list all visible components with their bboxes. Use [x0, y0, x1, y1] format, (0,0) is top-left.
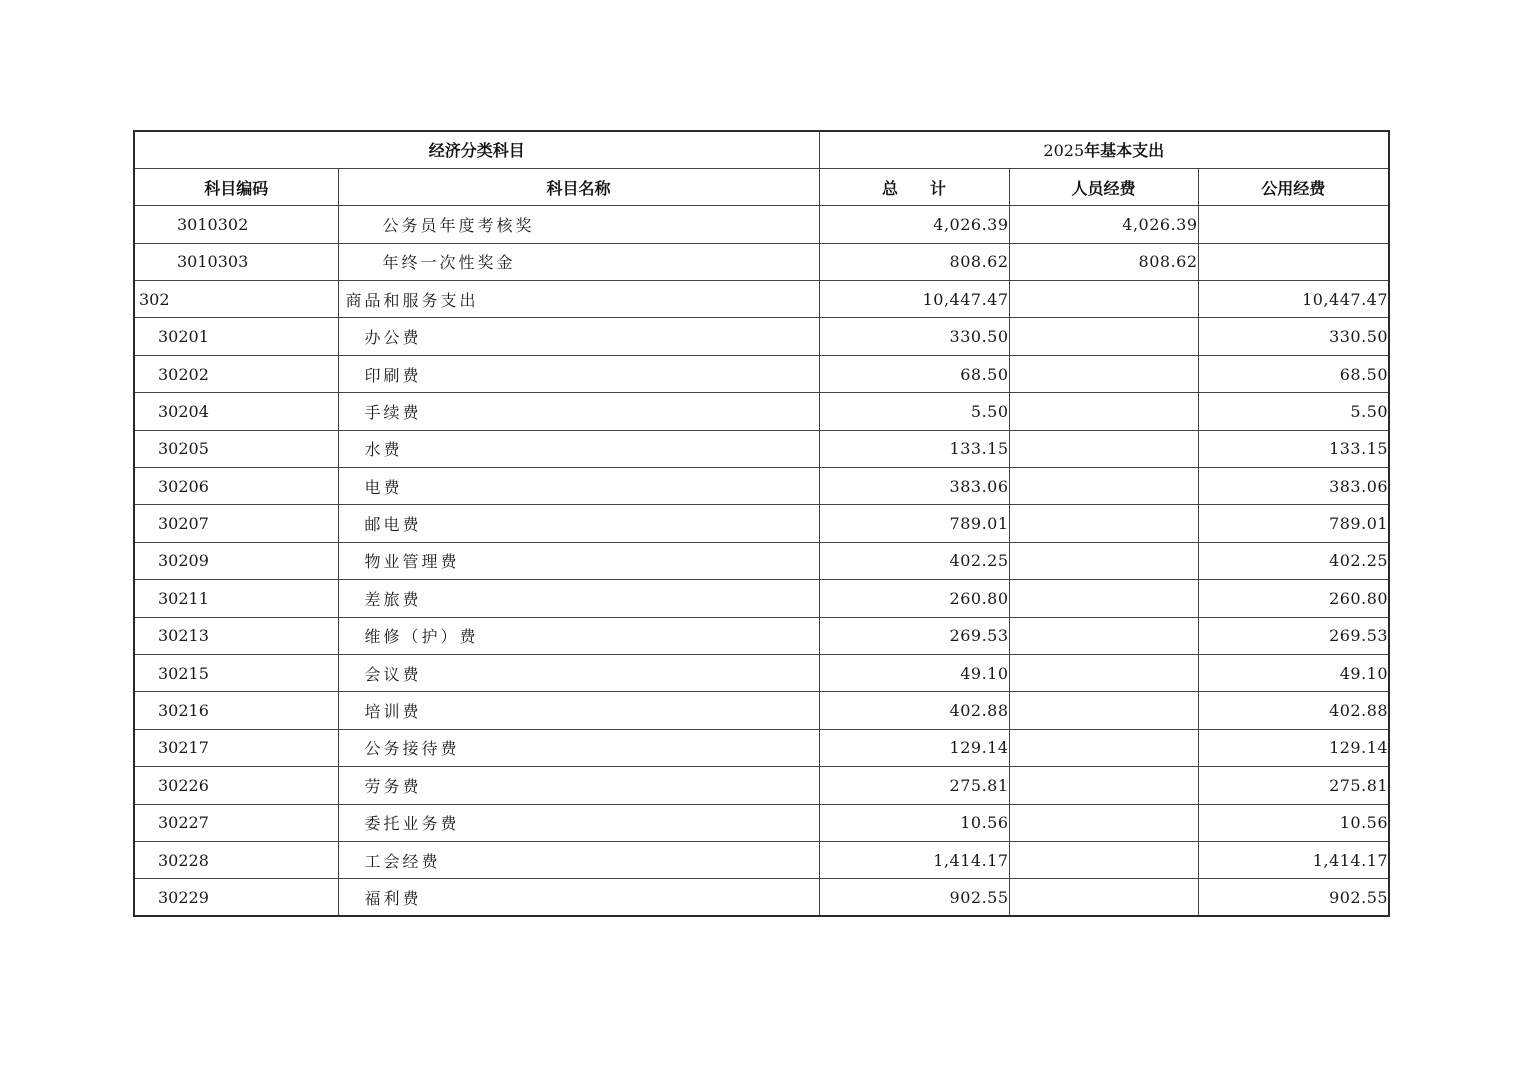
staff-amount: [1009, 505, 1198, 542]
subject-name: 劳务费: [338, 767, 819, 804]
subject-name: 培训费: [338, 692, 819, 729]
header-basic-expenditure-label: 年基本支出: [1084, 141, 1165, 161]
total-amount: 402.88: [819, 692, 1009, 729]
table-row: [134, 243, 1389, 280]
staff-amount: [1009, 355, 1198, 392]
total-amount: 1,414.17: [819, 841, 1009, 878]
subject-code: 30228: [134, 841, 338, 878]
header-group-row: [134, 131, 1389, 168]
subject-code: 3010303: [134, 243, 338, 280]
staff-amount: [1009, 729, 1198, 766]
table-row: [134, 318, 1389, 355]
table-row: [134, 542, 1389, 579]
public-amount: 10,447.47: [1198, 281, 1389, 318]
public-amount: 402.88: [1198, 692, 1389, 729]
header-staff-expense: 人员经费: [1009, 168, 1198, 205]
subject-name: 公务员年度考核奖: [338, 206, 819, 243]
subject-code: 30216: [134, 692, 338, 729]
subject-code: 30211: [134, 580, 338, 617]
subject-name: 公务接待费: [338, 729, 819, 766]
subject-code: 30215: [134, 654, 338, 691]
staff-amount: [1009, 804, 1198, 841]
staff-amount: 808.62: [1009, 243, 1198, 280]
public-amount: [1198, 206, 1389, 243]
total-amount: 49.10: [819, 654, 1009, 691]
public-amount: 133.15: [1198, 430, 1389, 467]
public-amount: 1,414.17: [1198, 841, 1389, 878]
subject-code: 30201: [134, 318, 338, 355]
subject-name: 差旅费: [338, 580, 819, 617]
header-total: 总 计: [819, 168, 1009, 205]
table-row: [134, 393, 1389, 430]
table-row: [134, 729, 1389, 766]
subject-code: 30204: [134, 393, 338, 430]
staff-amount: [1009, 841, 1198, 878]
table-row: [134, 841, 1389, 878]
staff-amount: [1009, 617, 1198, 654]
public-amount: [1198, 243, 1389, 280]
subject-code: 30213: [134, 617, 338, 654]
subject-name: 工会经费: [338, 841, 819, 878]
subject-name: 商品和服务支出: [338, 281, 819, 318]
table-row: [134, 692, 1389, 729]
subject-name: 物业管理费: [338, 542, 819, 579]
header-subject-code: 科目编码: [134, 168, 338, 205]
header-column-row: [134, 168, 1389, 205]
public-amount: 330.50: [1198, 318, 1389, 355]
staff-amount: [1009, 767, 1198, 804]
header-subject-name: 科目名称: [338, 168, 819, 205]
total-amount: 10.56: [819, 804, 1009, 841]
total-amount: 5.50: [819, 393, 1009, 430]
total-amount: 260.80: [819, 580, 1009, 617]
table-row: [134, 580, 1389, 617]
total-amount: 383.06: [819, 468, 1009, 505]
total-amount: 402.25: [819, 542, 1009, 579]
header-year: 2025: [1043, 141, 1085, 161]
public-amount: 10.56: [1198, 804, 1389, 841]
public-amount: 68.50: [1198, 355, 1389, 392]
public-amount: 49.10: [1198, 654, 1389, 691]
table-row: [134, 281, 1389, 318]
table-row: [134, 430, 1389, 467]
public-amount: 129.14: [1198, 729, 1389, 766]
staff-amount: 4,026.39: [1009, 206, 1198, 243]
staff-amount: [1009, 654, 1198, 691]
public-amount: 5.50: [1198, 393, 1389, 430]
staff-amount: [1009, 542, 1198, 579]
public-amount: 902.55: [1198, 879, 1389, 916]
public-amount: 402.25: [1198, 542, 1389, 579]
staff-amount: [1009, 430, 1198, 467]
total-amount: 275.81: [819, 767, 1009, 804]
total-amount: 129.14: [819, 729, 1009, 766]
public-amount: 260.80: [1198, 580, 1389, 617]
staff-amount: [1009, 281, 1198, 318]
staff-amount: [1009, 692, 1198, 729]
staff-amount: [1009, 879, 1198, 916]
total-amount: 133.15: [819, 430, 1009, 467]
staff-amount: [1009, 318, 1198, 355]
subject-name: 印刷费: [338, 355, 819, 392]
subject-name: 手续费: [338, 393, 819, 430]
total-amount: 330.50: [819, 318, 1009, 355]
total-amount: 269.53: [819, 617, 1009, 654]
subject-name: 委托业务费: [338, 804, 819, 841]
staff-amount: [1009, 468, 1198, 505]
subject-code: 30229: [134, 879, 338, 916]
header-basic-expenditure: [819, 131, 1389, 168]
subject-name: 邮电费: [338, 505, 819, 542]
total-amount: 808.62: [819, 243, 1009, 280]
total-amount: 789.01: [819, 505, 1009, 542]
table-row: [134, 468, 1389, 505]
subject-code: 30207: [134, 505, 338, 542]
public-amount: 275.81: [1198, 767, 1389, 804]
subject-name: 年终一次性奖金: [338, 243, 819, 280]
subject-code: 30217: [134, 729, 338, 766]
subject-name: 办公费: [338, 318, 819, 355]
table-row: [134, 804, 1389, 841]
total-amount: 68.50: [819, 355, 1009, 392]
basic-expenditure-table: [133, 130, 1390, 917]
table-row: [134, 767, 1389, 804]
total-amount: 902.55: [819, 879, 1009, 916]
subject-code: 30227: [134, 804, 338, 841]
subject-code: 30226: [134, 767, 338, 804]
public-amount: 383.06: [1198, 468, 1389, 505]
subject-code: 30209: [134, 542, 338, 579]
staff-amount: [1009, 393, 1198, 430]
table-row: [134, 879, 1389, 916]
header-economic-classification: 经济分类科目: [134, 131, 819, 168]
subject-name: 福利费: [338, 879, 819, 916]
staff-amount: [1009, 580, 1198, 617]
subject-code: 30202: [134, 355, 338, 392]
header-public-expense: 公用经费: [1198, 168, 1389, 205]
table-row: [134, 206, 1389, 243]
subject-name: 会议费: [338, 654, 819, 691]
subject-name: 电费: [338, 468, 819, 505]
total-amount: 10,447.47: [819, 281, 1009, 318]
subject-code: 302: [134, 281, 338, 318]
public-amount: 789.01: [1198, 505, 1389, 542]
table-row: [134, 355, 1389, 392]
subject-name: 维修（护）费: [338, 617, 819, 654]
table-row: [134, 505, 1389, 542]
total-amount: 4,026.39: [819, 206, 1009, 243]
table-row: [134, 617, 1389, 654]
subject-code: 30205: [134, 430, 338, 467]
subject-name: 水费: [338, 430, 819, 467]
public-amount: 269.53: [1198, 617, 1389, 654]
subject-code: 30206: [134, 468, 338, 505]
table-row: [134, 654, 1389, 691]
subject-code: 3010302: [134, 206, 338, 243]
